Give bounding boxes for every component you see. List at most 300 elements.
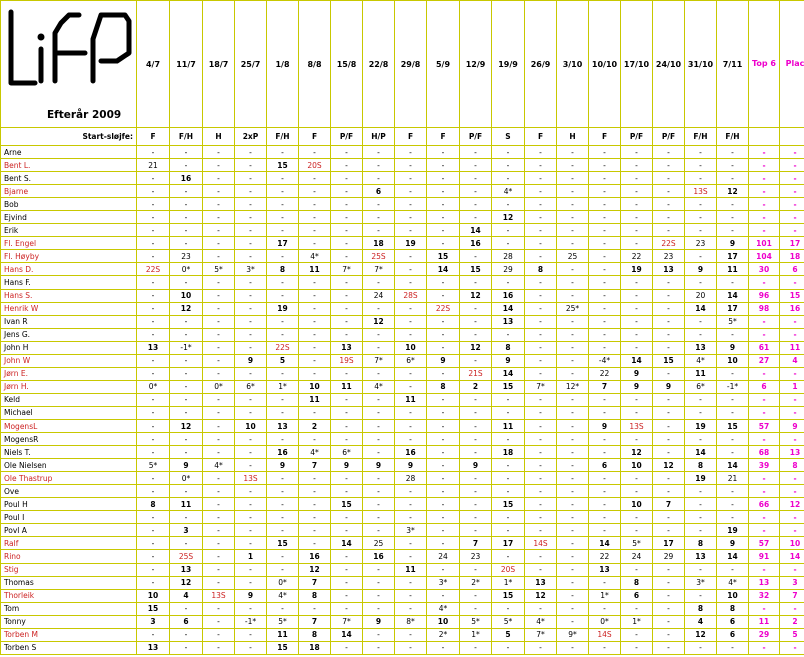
score-cell: 12: [170, 302, 203, 315]
score-cell: -: [331, 472, 363, 485]
player-name: Poul H: [1, 498, 137, 511]
plac-cell: -: [780, 328, 804, 341]
score-cell: -: [589, 641, 621, 654]
score-cell: -: [395, 328, 427, 341]
score-cell: -: [203, 276, 235, 289]
score-cell: 0*: [137, 380, 170, 393]
score-cell: -: [427, 367, 460, 380]
score-cell: 14: [331, 628, 363, 641]
plac-cell: 12: [780, 498, 804, 511]
score-cell: -: [492, 146, 525, 159]
score-cell: -: [589, 511, 621, 524]
player-row: [1, 524, 804, 537]
score-cell: -: [331, 550, 363, 563]
top6-cell: 101: [749, 237, 780, 250]
player-name: Stig: [1, 563, 137, 576]
score-cell: -: [203, 237, 235, 250]
score-cell: -: [653, 615, 685, 628]
score-cell: 22S: [137, 263, 170, 276]
player-name: Poul I: [1, 511, 137, 524]
score-cell: 1*: [589, 589, 621, 602]
score-cell: 16: [460, 237, 492, 250]
score-cell: -: [427, 641, 460, 654]
score-cell: -: [685, 328, 717, 341]
score-cell: 23: [653, 250, 685, 263]
score-cell: -: [460, 472, 492, 485]
score-cell: -: [363, 485, 395, 498]
score-cell: -: [621, 602, 653, 615]
top6-cell: -: [749, 524, 780, 537]
score-cell: -: [653, 511, 685, 524]
score-cell: 0*: [589, 615, 621, 628]
player-row: [1, 576, 804, 589]
score-cell: -: [331, 211, 363, 224]
score-cell: -: [299, 211, 331, 224]
score-cell: 9: [621, 380, 653, 393]
score-cell: -: [170, 641, 203, 654]
score-cell: -: [621, 172, 653, 185]
player-name: Keld: [1, 393, 137, 406]
score-cell: -: [331, 589, 363, 602]
score-cell: 14: [621, 354, 653, 367]
top6-cell: 104: [749, 250, 780, 263]
score-cell: -: [137, 485, 170, 498]
score-cell: -: [203, 224, 235, 237]
score-cell: 8: [267, 263, 299, 276]
score-cell: -: [653, 563, 685, 576]
score-cell: 12: [170, 419, 203, 432]
score-cell: 6: [717, 628, 749, 641]
score-cell: 11: [685, 367, 717, 380]
loop-cell: F: [427, 128, 460, 146]
plac-header: Plac: [780, 1, 804, 128]
score-cell: 13: [589, 563, 621, 576]
plac-cell: -: [780, 472, 804, 485]
score-cell: 28: [492, 250, 525, 263]
score-cell: -: [170, 224, 203, 237]
score-cell: 10: [621, 498, 653, 511]
score-cell: -: [267, 393, 299, 406]
score-cell: -: [621, 159, 653, 172]
score-cell: -: [653, 406, 685, 419]
score-cell: -: [170, 185, 203, 198]
player-name: Ivan R: [1, 315, 137, 328]
score-cell: -: [685, 511, 717, 524]
top6-cell: -: [749, 276, 780, 289]
score-cell: -: [267, 289, 299, 302]
score-cell: 23: [685, 237, 717, 250]
score-cell: -: [589, 485, 621, 498]
score-cell: -: [203, 550, 235, 563]
score-cell: -: [137, 628, 170, 641]
score-cell: -: [235, 367, 267, 380]
score-cell: -: [137, 472, 170, 485]
score-cell: -: [621, 328, 653, 341]
score-cell: -: [235, 341, 267, 354]
score-cell: -: [557, 185, 589, 198]
score-cell: -: [363, 446, 395, 459]
score-cell: -: [203, 315, 235, 328]
score-cell: 14: [589, 537, 621, 550]
player-row: [1, 589, 804, 602]
player-name: Ove: [1, 485, 137, 498]
score-cell: 8: [685, 602, 717, 615]
score-cell: 22: [589, 367, 621, 380]
score-cell: -: [717, 328, 749, 341]
score-cell: -: [460, 185, 492, 198]
score-cell: 12: [621, 446, 653, 459]
score-cell: 14: [717, 289, 749, 302]
score-cell: 15: [331, 498, 363, 511]
score-cell: -: [363, 393, 395, 406]
score-cell: -: [557, 446, 589, 459]
score-cell: -: [267, 185, 299, 198]
score-cell: -: [525, 641, 557, 654]
score-cell: 13: [137, 641, 170, 654]
score-cell: -: [299, 498, 331, 511]
score-cell: 6: [170, 615, 203, 628]
score-cell: 5*: [460, 615, 492, 628]
score-cell: -: [460, 198, 492, 211]
score-cell: -: [653, 341, 685, 354]
score-cell: -: [235, 211, 267, 224]
score-cell: -: [170, 276, 203, 289]
score-cell: -: [203, 289, 235, 302]
score-cell: -: [653, 602, 685, 615]
plac-cell: -: [780, 524, 804, 537]
score-cell: -: [331, 367, 363, 380]
score-cell: -: [685, 276, 717, 289]
score-cell: -: [395, 146, 427, 159]
score-cell: 9: [685, 263, 717, 276]
score-cell: -: [685, 211, 717, 224]
score-cell: -: [589, 211, 621, 224]
player-name: Jens G.: [1, 328, 137, 341]
score-cell: 8: [427, 380, 460, 393]
score-cell: -: [427, 185, 460, 198]
score-cell: -: [492, 472, 525, 485]
score-cell: -: [299, 328, 331, 341]
score-cell: 15: [492, 380, 525, 393]
loop-cell-empty: [780, 128, 804, 146]
score-cell: 0*: [267, 576, 299, 589]
score-cell: -: [331, 433, 363, 446]
score-cell: -: [653, 185, 685, 198]
score-cell: -: [557, 602, 589, 615]
score-cell: -: [331, 511, 363, 524]
score-cell: -: [557, 354, 589, 367]
score-cell: 6*: [685, 380, 717, 393]
score-cell: -: [589, 172, 621, 185]
score-cell: 8: [299, 589, 331, 602]
score-cell: -: [235, 576, 267, 589]
score-cell: -: [589, 289, 621, 302]
score-cell: -: [203, 354, 235, 367]
score-cell: 25S: [363, 250, 395, 263]
score-cell: -: [427, 315, 460, 328]
score-cell: 9: [460, 459, 492, 472]
score-cell: -: [395, 276, 427, 289]
score-cell: -: [717, 146, 749, 159]
date-header: 5/9: [427, 1, 460, 128]
score-cell: -: [363, 146, 395, 159]
loop-cell: P/F: [653, 128, 685, 146]
top6-cell: -: [749, 367, 780, 380]
score-cell: -: [685, 393, 717, 406]
score-cell: -: [267, 563, 299, 576]
score-cell: -: [267, 250, 299, 263]
score-cell: -: [299, 185, 331, 198]
score-cell: -: [235, 198, 267, 211]
score-cell: -: [331, 224, 363, 237]
top6-cell: -: [749, 485, 780, 498]
score-cell: -: [589, 250, 621, 263]
score-cell: 20S: [492, 563, 525, 576]
score-cell: 19S: [331, 354, 363, 367]
score-cell: -: [170, 433, 203, 446]
player-name: Torben S: [1, 641, 137, 654]
score-cell: 14: [685, 446, 717, 459]
score-cell: -: [137, 211, 170, 224]
score-cell: -: [395, 315, 427, 328]
score-cell: 8: [685, 459, 717, 472]
score-cell: -: [525, 524, 557, 537]
score-cell: -: [267, 433, 299, 446]
top6-cell: 57: [749, 419, 780, 432]
date-header: 1/8: [267, 1, 299, 128]
score-cell: -: [557, 315, 589, 328]
score-cell: -: [203, 641, 235, 654]
score-cell: -: [267, 550, 299, 563]
score-cell: -: [427, 406, 460, 419]
score-cell: -: [525, 563, 557, 576]
score-cell: -: [492, 641, 525, 654]
score-cell: -: [685, 641, 717, 654]
date-header: 24/10: [653, 1, 685, 128]
score-cell: -: [395, 433, 427, 446]
score-cell: -: [235, 289, 267, 302]
score-cell: -: [653, 328, 685, 341]
score-cell: 9: [492, 354, 525, 367]
player-row: [1, 172, 804, 185]
score-cell: 5*: [267, 615, 299, 628]
player-name: Jørn H.: [1, 380, 137, 393]
score-cell: 2*: [460, 576, 492, 589]
date-header: 11/7: [170, 1, 203, 128]
score-cell: -: [203, 485, 235, 498]
score-cell: -: [395, 498, 427, 511]
score-cell: -: [492, 328, 525, 341]
player-row: [1, 185, 804, 198]
score-cell: -: [203, 511, 235, 524]
player-name: Bob: [1, 198, 137, 211]
score-cell: 16: [395, 446, 427, 459]
score-cell: 23: [170, 250, 203, 263]
score-cell: -: [137, 446, 170, 459]
score-cell: 16: [492, 289, 525, 302]
score-cell: 10: [137, 589, 170, 602]
score-cell: 4*: [685, 354, 717, 367]
score-cell: -: [235, 641, 267, 654]
loop-cell: F: [137, 128, 170, 146]
loop-cell: 2xP: [235, 128, 267, 146]
score-cell: 16: [170, 172, 203, 185]
score-cell: 4*: [492, 185, 525, 198]
player-row: [1, 289, 804, 302]
score-cell: -: [363, 524, 395, 537]
player-name: Niels T.: [1, 446, 137, 459]
score-cell: -: [460, 328, 492, 341]
score-cell: -: [170, 211, 203, 224]
score-cell: -: [460, 511, 492, 524]
plac-cell: 17: [780, 237, 804, 250]
top6-cell: -: [749, 563, 780, 576]
score-cell: -: [299, 341, 331, 354]
score-cell: -: [203, 628, 235, 641]
score-cell: -: [557, 367, 589, 380]
score-cell: 15: [492, 589, 525, 602]
score-cell: -: [460, 250, 492, 263]
score-cell: -: [170, 393, 203, 406]
score-cell: -: [203, 172, 235, 185]
score-cell: -: [235, 406, 267, 419]
plac-cell: 13: [780, 446, 804, 459]
score-cell: -: [331, 172, 363, 185]
score-cell: -: [557, 419, 589, 432]
score-cell: -: [203, 524, 235, 537]
score-cell: -: [203, 341, 235, 354]
score-cell: -: [557, 589, 589, 602]
score-cell: 4*: [299, 446, 331, 459]
player-name: Thorleik: [1, 589, 137, 602]
score-cell: 5*: [621, 537, 653, 550]
score-cell: -: [395, 159, 427, 172]
score-cell: -: [235, 485, 267, 498]
score-cell: -: [492, 602, 525, 615]
score-cell: 10: [299, 380, 331, 393]
score-cell: 22: [621, 250, 653, 263]
score-cell: -: [363, 641, 395, 654]
score-cell: -: [589, 185, 621, 198]
top6-cell: 98: [749, 302, 780, 315]
score-cell: -: [525, 341, 557, 354]
score-cell: -: [395, 250, 427, 263]
score-cell: 1*: [621, 615, 653, 628]
score-cell: 12: [685, 628, 717, 641]
score-cell: -: [557, 146, 589, 159]
score-cell: 1: [235, 550, 267, 563]
score-cell: -: [460, 211, 492, 224]
score-cell: -: [460, 354, 492, 367]
score-cell: 19: [267, 302, 299, 315]
score-cell: -: [137, 563, 170, 576]
score-cell: -: [653, 172, 685, 185]
score-cell: 11: [492, 419, 525, 432]
loop-row: [1, 128, 804, 146]
score-cell: -: [331, 198, 363, 211]
score-cell: 22: [589, 550, 621, 563]
score-cell: -: [170, 485, 203, 498]
score-cell: 1*: [492, 576, 525, 589]
score-cell: -: [589, 393, 621, 406]
score-cell: 21: [137, 159, 170, 172]
score-cell: -: [685, 146, 717, 159]
score-cell: -: [267, 198, 299, 211]
score-cell: -: [525, 172, 557, 185]
top6-cell: 29: [749, 628, 780, 641]
score-cell: 8: [299, 628, 331, 641]
top6-cell: 27: [749, 354, 780, 367]
score-cell: -: [331, 276, 363, 289]
loop-cell: F/H: [267, 128, 299, 146]
score-cell: -: [557, 641, 589, 654]
score-cell: -: [363, 498, 395, 511]
score-cell: -: [589, 576, 621, 589]
score-cell: 12: [653, 459, 685, 472]
score-cell: -: [203, 146, 235, 159]
score-cell: -: [363, 511, 395, 524]
score-cell: -: [267, 485, 299, 498]
score-cell: -1*: [717, 380, 749, 393]
score-cell: -: [685, 315, 717, 328]
score-cell: -: [685, 224, 717, 237]
score-cell: -: [589, 315, 621, 328]
score-cell: 6: [717, 615, 749, 628]
player-name: Ole Thastrup: [1, 472, 137, 485]
score-cell: -: [557, 263, 589, 276]
score-cell: 7*: [525, 628, 557, 641]
score-cell: 3: [137, 615, 170, 628]
score-cell: -: [203, 393, 235, 406]
score-cell: -: [299, 289, 331, 302]
score-cell: -: [235, 315, 267, 328]
plac-cell: 6: [780, 263, 804, 276]
player-name: Jørn E.: [1, 367, 137, 380]
top6-cell: -: [749, 602, 780, 615]
top6-cell: 91: [749, 550, 780, 563]
score-cell: 6*: [395, 354, 427, 367]
score-cell: 28: [395, 472, 427, 485]
score-cell: 18: [492, 446, 525, 459]
score-cell: -: [525, 419, 557, 432]
score-cell: 17: [492, 537, 525, 550]
score-cell: -: [427, 289, 460, 302]
score-cell: -: [557, 472, 589, 485]
score-cell: -: [427, 341, 460, 354]
score-cell: 15: [460, 263, 492, 276]
score-cell: -: [363, 172, 395, 185]
score-cell: -: [363, 433, 395, 446]
score-cell: 17: [717, 250, 749, 263]
score-cell: 15: [427, 250, 460, 263]
score-cell: -: [717, 406, 749, 419]
top6-cell: 96: [749, 289, 780, 302]
score-cell: -: [331, 146, 363, 159]
plac-cell: -: [780, 211, 804, 224]
player-name: Rino: [1, 550, 137, 563]
top6-cell: 66: [749, 498, 780, 511]
player-row: [1, 419, 804, 432]
score-cell: -: [653, 628, 685, 641]
score-cell: -: [589, 524, 621, 537]
score-cell: -: [299, 237, 331, 250]
loop-cell: F/H: [717, 128, 749, 146]
score-cell: -: [492, 511, 525, 524]
score-cell: -: [170, 367, 203, 380]
score-cell: 11: [299, 263, 331, 276]
score-cell: 9: [653, 380, 685, 393]
score-cell: -: [299, 146, 331, 159]
